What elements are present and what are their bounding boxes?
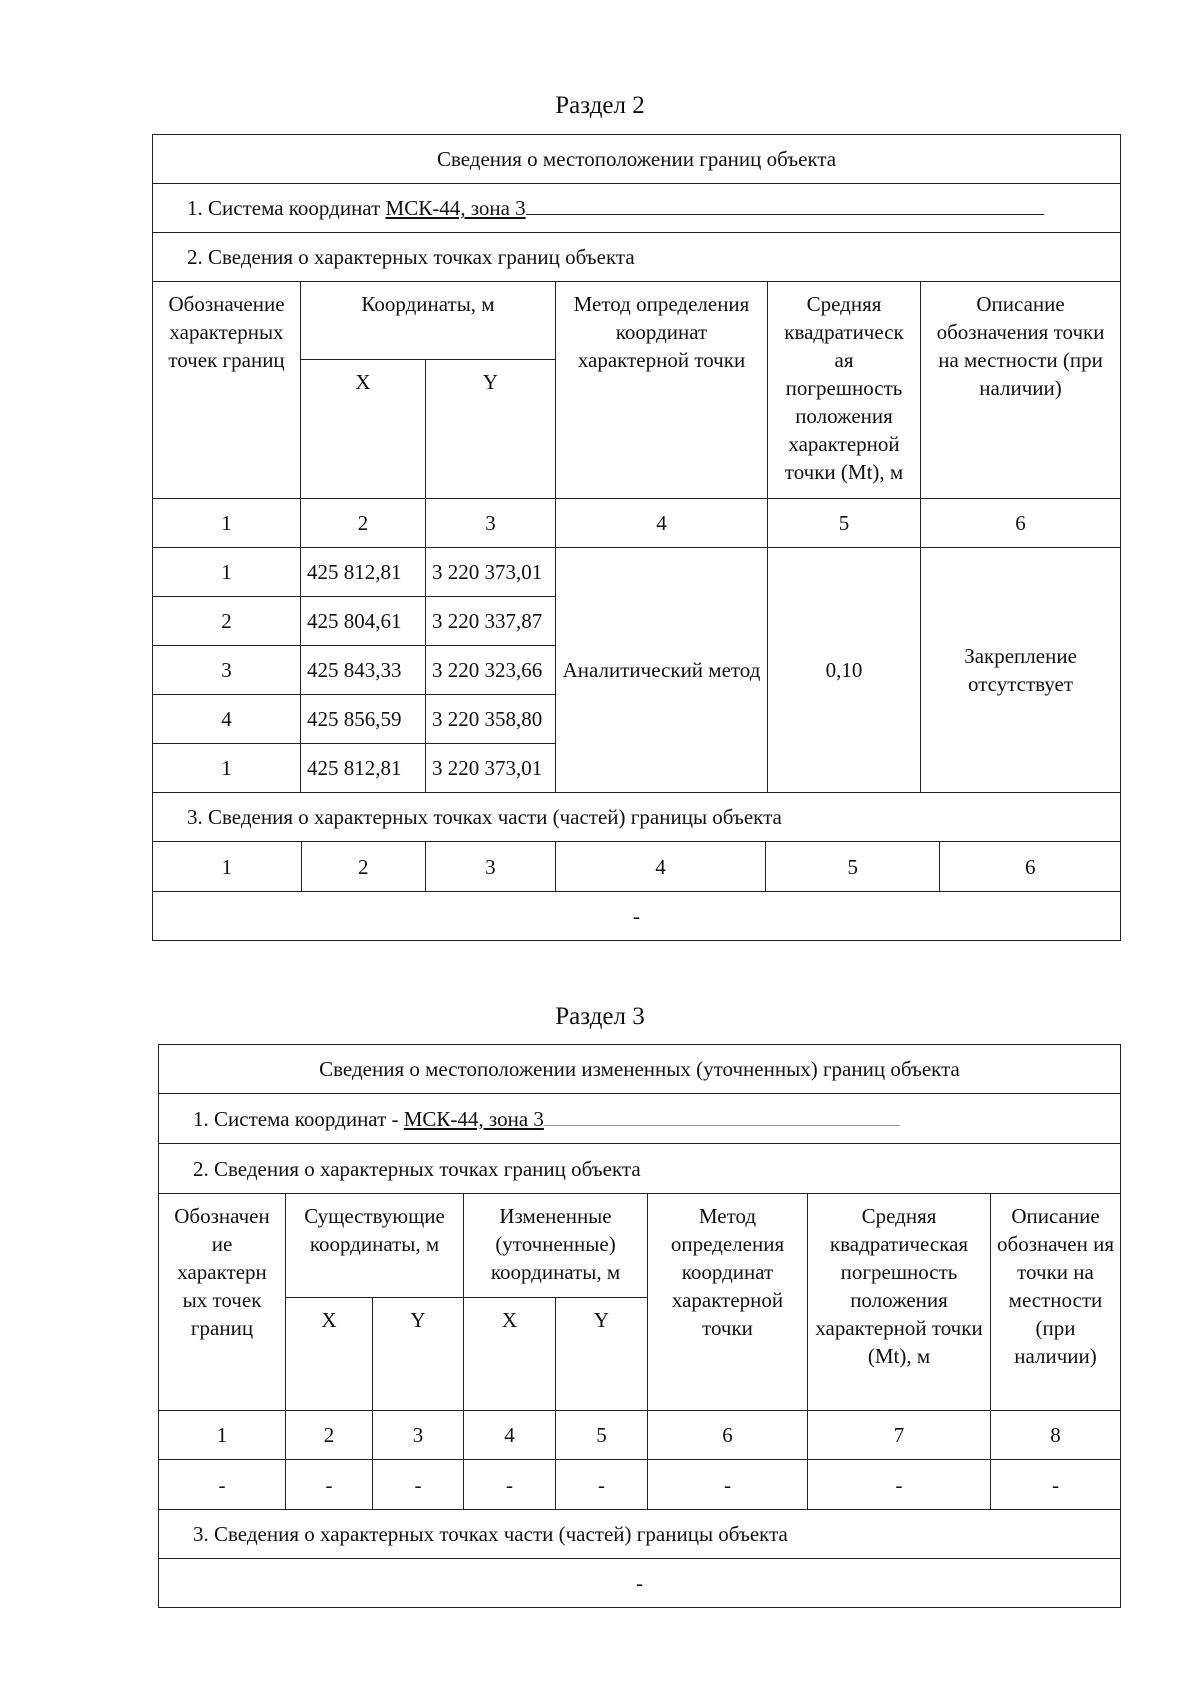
header-existing: Существующие координаты, м xyxy=(286,1194,464,1298)
header-changed: Измененные (уточненные) координаты, м xyxy=(464,1194,648,1298)
point-id: 2 xyxy=(153,597,301,646)
dash-cell: - xyxy=(286,1460,373,1510)
dash-cell: - xyxy=(373,1460,464,1510)
parts-col-numbers-row xyxy=(153,842,1121,892)
parts-col-number: 5 xyxy=(766,842,940,891)
coord-y: 3 220 323,66 xyxy=(426,646,556,695)
parts-col-number: 3 xyxy=(425,842,555,891)
parts-heading: 3. Сведения о характерных точках части (частей) границы объекта xyxy=(159,1510,1121,1559)
dash-cell: - xyxy=(556,1460,648,1510)
col-number: 3 xyxy=(373,1411,464,1460)
section-3-table xyxy=(158,1044,1121,1608)
section-3-title: Раздел 3 xyxy=(555,1003,645,1030)
point-id: 1 xyxy=(153,744,301,793)
parts-heading: 3. Сведения о характерных точках части (частей) границы объекта xyxy=(153,793,1121,842)
col-number: 7 xyxy=(808,1411,991,1460)
col-number: 4 xyxy=(464,1411,556,1460)
section-3-table-title: Сведения о местоположении измененных (уточненных) границ объекта xyxy=(159,1045,1121,1094)
col-number: 5 xyxy=(556,1411,648,1460)
coord-x: 425 812,81 xyxy=(301,744,426,793)
col-number: 1 xyxy=(159,1411,286,1460)
coordinate-system-row xyxy=(153,184,1121,233)
col-number: 2 xyxy=(301,499,426,548)
fill-line xyxy=(544,1105,900,1126)
description-value: Закрепление отсутствует xyxy=(921,548,1121,793)
col-number: 6 xyxy=(921,499,1121,548)
header-x: X xyxy=(286,1298,373,1411)
header-y: Y xyxy=(426,360,556,499)
dash-cell: - xyxy=(159,1460,286,1510)
parts-value: - xyxy=(159,1559,1121,1608)
header-x: X xyxy=(464,1298,556,1411)
coord-x: 425 856,59 xyxy=(301,695,426,744)
header-error: Средняя квадратическая погрешность положения характерной точки (Mt), м xyxy=(808,1194,991,1411)
coordinate-system-row xyxy=(159,1094,1121,1144)
coord-y: 3 220 373,01 xyxy=(426,548,556,597)
coord-x: 425 843,33 xyxy=(301,646,426,695)
table-row xyxy=(153,548,1121,597)
header-description: Описание обозначения точки на местности (при наличии) xyxy=(921,282,1121,499)
col-number: 8 xyxy=(991,1411,1121,1460)
dash-cell: - xyxy=(991,1460,1121,1510)
header-y: Y xyxy=(373,1298,464,1411)
table-row xyxy=(159,1460,1121,1510)
header-point: Обозначение характерных точек границ xyxy=(153,282,301,499)
header-error: Средняя квадратическ ая погрешность положения характерной точки (Mt), м xyxy=(768,282,921,499)
section-2-title: Раздел 2 xyxy=(555,92,645,119)
col-number: 4 xyxy=(556,499,768,548)
col-number: 3 xyxy=(426,499,556,548)
coord-y: 3 220 358,80 xyxy=(426,695,556,744)
coordinate-system-value: МСК-44, зона 3 xyxy=(403,1106,544,1131)
error-value: 0,10 xyxy=(768,548,921,793)
points-heading: 2. Сведения о характерных точках границ объекта xyxy=(159,1144,1121,1194)
col-number: 1 xyxy=(153,499,301,548)
parts-col-number: 2 xyxy=(301,842,425,891)
point-id: 4 xyxy=(153,695,301,744)
section-2-table xyxy=(152,134,1121,941)
parts-col-number: 4 xyxy=(555,842,765,891)
header-method: Метод определения координат характерной точки xyxy=(648,1194,808,1411)
header-coords: Координаты, м xyxy=(301,282,556,360)
col-number: 5 xyxy=(768,499,921,548)
fill-line xyxy=(526,194,1044,215)
header-x: X xyxy=(301,360,426,499)
point-id: 3 xyxy=(153,646,301,695)
coord-x: 425 804,61 xyxy=(301,597,426,646)
points-heading: 2. Сведения о характерных точках границ объекта xyxy=(153,233,1121,282)
header-description: Описание обозначен ия точки на местности (при наличии) xyxy=(991,1194,1121,1411)
section-2-table-title: Сведения о местоположении границ объекта xyxy=(153,135,1121,184)
col-number: 2 xyxy=(286,1411,373,1460)
coordinate-system-value: МСК-44, зона 3 xyxy=(385,196,526,220)
method-value: Аналитический метод xyxy=(556,548,768,793)
dash-cell: - xyxy=(808,1460,991,1510)
parts-col-number: 6 xyxy=(940,842,1120,891)
col-number: 6 xyxy=(648,1411,808,1460)
parts-col-number: 1 xyxy=(153,842,301,891)
coord-y: 3 220 337,87 xyxy=(426,597,556,646)
coordinate-system-label: 1. Система координат - xyxy=(193,1106,399,1131)
header-y: Y xyxy=(556,1298,648,1411)
coord-x: 425 812,81 xyxy=(301,548,426,597)
coord-y: 3 220 373,01 xyxy=(426,744,556,793)
parts-value: - xyxy=(153,892,1121,941)
header-point: Обозначен ие характерн ых точек границ xyxy=(159,1194,286,1411)
header-method: Метод определения координат характерной точки xyxy=(556,282,768,499)
dash-cell: - xyxy=(648,1460,808,1510)
dash-cell: - xyxy=(464,1460,556,1510)
point-id: 1 xyxy=(153,548,301,597)
coordinate-system-label: 1. Система координат xyxy=(187,196,381,220)
